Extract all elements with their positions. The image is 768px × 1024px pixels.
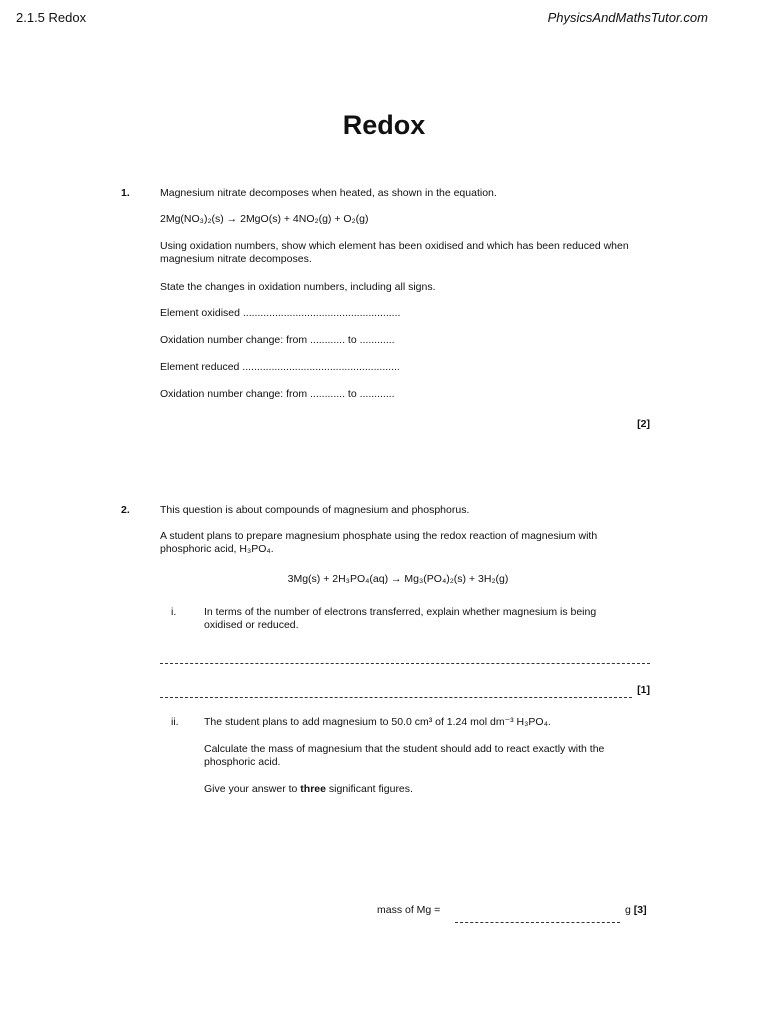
question-1-state: State the changes in oxidation numbers, including all signs.	[160, 281, 436, 293]
give-text-post: significant figures.	[325, 783, 413, 795]
give-text-bold: three	[300, 783, 326, 795]
question-1-instruction: Using oxidation numbers, show which element has been oxidised and which has been reduced when magnesium nitrate decomposes.	[160, 240, 629, 265]
question-2-number: 2.	[121, 504, 130, 516]
part-ii-label: ii.	[171, 716, 179, 728]
part-ii-give	[204, 783, 413, 795]
answer-label: mass of Mg =	[377, 904, 441, 916]
give-text-pre: Give your answer to	[204, 783, 301, 795]
part-i-label: i.	[171, 606, 177, 618]
question-2-intro: This question is about compounds of magnesium and phosphorus.	[160, 504, 470, 516]
part-ii-calc: Calculate the mass of magnesium that the student should add to react exactly with the phosphoric acid.	[204, 743, 605, 768]
mass-answer-line[interactable]	[455, 922, 620, 923]
question-1-equation: 2Mg(NO₃)₂(s) → 2MgO(s) + 4NO₂(g) + O₂(g)	[160, 213, 369, 225]
question-1-number: 1.	[121, 187, 130, 199]
answer-line-1[interactable]	[160, 663, 650, 664]
element-oxidised-field[interactable]: Element oxidised ......................................................	[160, 307, 401, 319]
question-2-plan: A student plans to prepare magnesium phosphate using the redox reaction of magnesium with phosphoric acid, H₃PO₄.	[160, 530, 598, 555]
question-2-equation: 3Mg(s) + 2H₃PO₄(aq) → Mg₃(PO₄)₂(s) + 3H₂(g)	[287, 573, 509, 585]
question-1-intro: Magnesium nitrate decomposes when heated, as shown in the equation.	[160, 187, 497, 199]
part-i-marks: [1]	[637, 684, 650, 696]
unit-text: g	[625, 904, 631, 916]
oxidation-change-field-1[interactable]: Oxidation number change: from ............ to ............	[160, 334, 395, 346]
oxidation-change-field-2[interactable]: Oxidation number change: from ............ to ............	[160, 388, 395, 400]
page-title: Redox	[342, 110, 426, 140]
question-1-marks: [2]	[637, 418, 650, 430]
element-reduced-field[interactable]: Element reduced ......................................................	[160, 361, 400, 373]
header-site: PhysicsAndMathsTutor.com	[547, 10, 708, 25]
answer-line-2[interactable]	[160, 697, 632, 698]
answer-unit	[625, 904, 647, 916]
part-i-text: In terms of the number of electrons transferred, explain whether magnesium is being oxidised or reduced.	[204, 606, 597, 631]
part-ii-text: The student plans to add magnesium to 50.0 cm³ of 1.24 mol dm⁻³ H₃PO₄.	[204, 716, 551, 728]
header-topic: 2.1.5 Redox	[16, 10, 87, 25]
part-ii-marks: [3]	[633, 904, 647, 916]
